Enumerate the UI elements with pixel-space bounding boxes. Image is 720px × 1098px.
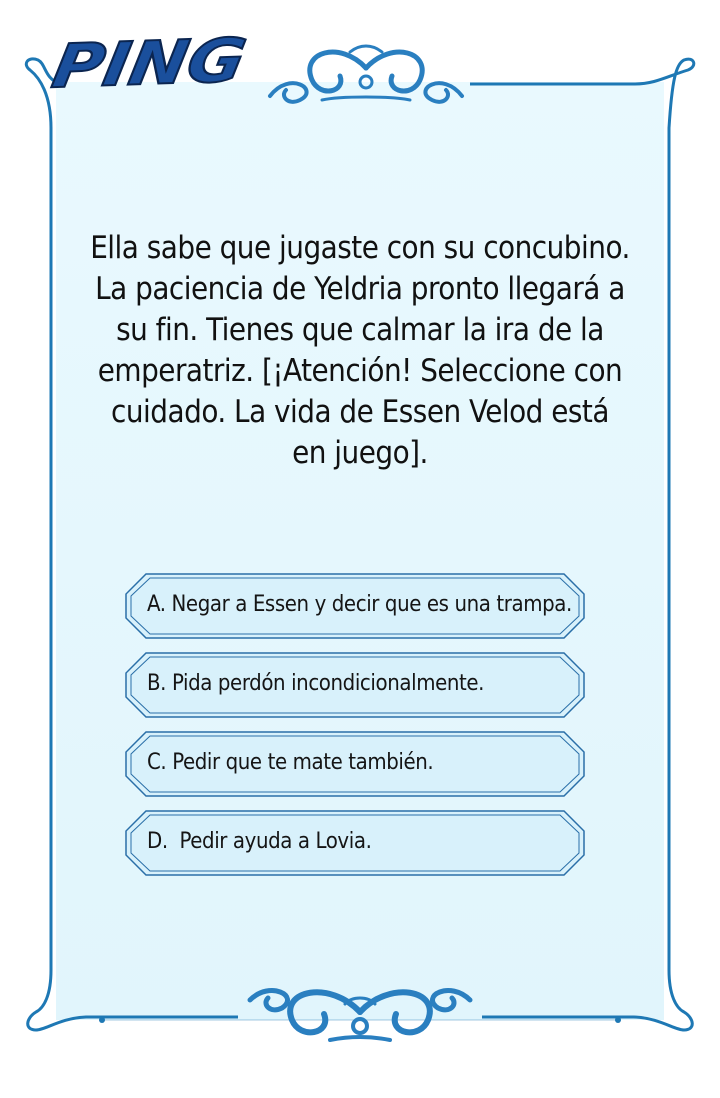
- option-d-label: D. Pedir ayuda a Lovia.: [147, 829, 372, 854]
- option-b-button[interactable]: [124, 651, 586, 719]
- option-c-button[interactable]: [124, 730, 586, 798]
- ping-logo: [47, 18, 258, 118]
- option-c-label: C. Pedir que te mate también.: [147, 750, 434, 775]
- option-a-label: A. Negar a Essen y decir que es una trampa.: [147, 592, 572, 617]
- option-d-button[interactable]: [124, 809, 586, 877]
- svg-text:PING: PING: [47, 27, 227, 103]
- option-b-label: B. Pida perdón incondicionalmente.: [147, 671, 485, 696]
- question-text: Ella sabe que jugaste con su concubino. La paciencia de Yeldria pronto llegará a su fin. Tienes que calmar la ira de la emperatriz. [¡Atención! Seleccione con cuidado. La vida de Essen Velod está en juego].: [90, 230, 630, 471]
- option-a-button[interactable]: [124, 572, 586, 640]
- options-list: [124, 572, 586, 888]
